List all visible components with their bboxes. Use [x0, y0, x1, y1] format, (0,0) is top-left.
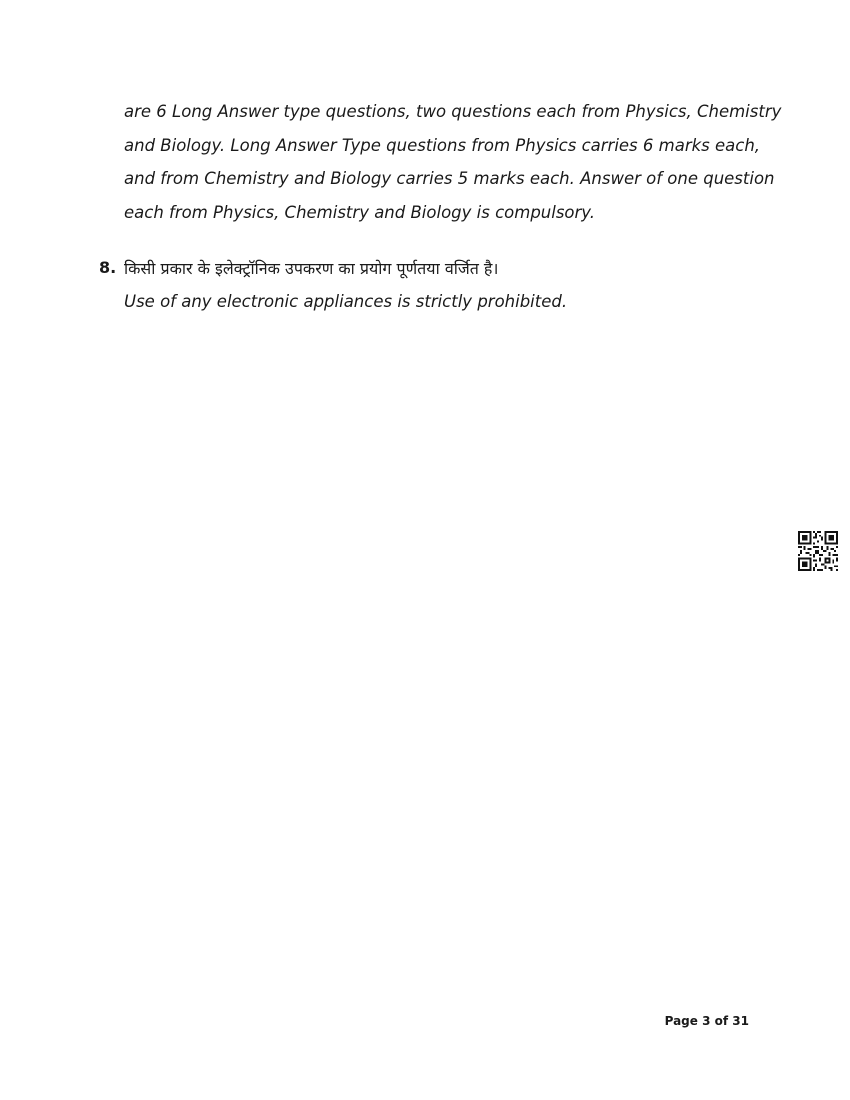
paragraph-line: and Biology. Long Answer Type questions from Physics carries 6 marks each, [124, 135, 761, 155]
paragraph-line: are 6 Long Answer type questions, two questions each from Physics, Chemistry [124, 102, 782, 121]
paragraph-line: and from Chemistry and Biology carries 5 marks each. Answer of one question [124, 169, 775, 188]
qr-code-icon [798, 531, 838, 571]
page-label: Page [664, 1014, 698, 1028]
page-footer [665, 1014, 749, 1028]
instruction-7-continuation [124, 95, 782, 229]
total-pages: 31 [732, 1014, 749, 1028]
paragraph-line: each from Physics, Chemistry and Biology is compulsory. [124, 202, 596, 222]
of-label: of [714, 1014, 729, 1028]
instruction-8-number: 8. [99, 258, 117, 277]
page-number: 3 [702, 1014, 711, 1028]
instruction-8-hindi: किसी प्रकार के इलेक्ट्रॉनिक उपकरण का प्रयोग पूर्णतया वर्जित है। [124, 259, 499, 278]
instruction-8-text [124, 252, 750, 318]
instruction-8-english: Use of any electronic appliances is strictly prohibited. [124, 292, 568, 311]
